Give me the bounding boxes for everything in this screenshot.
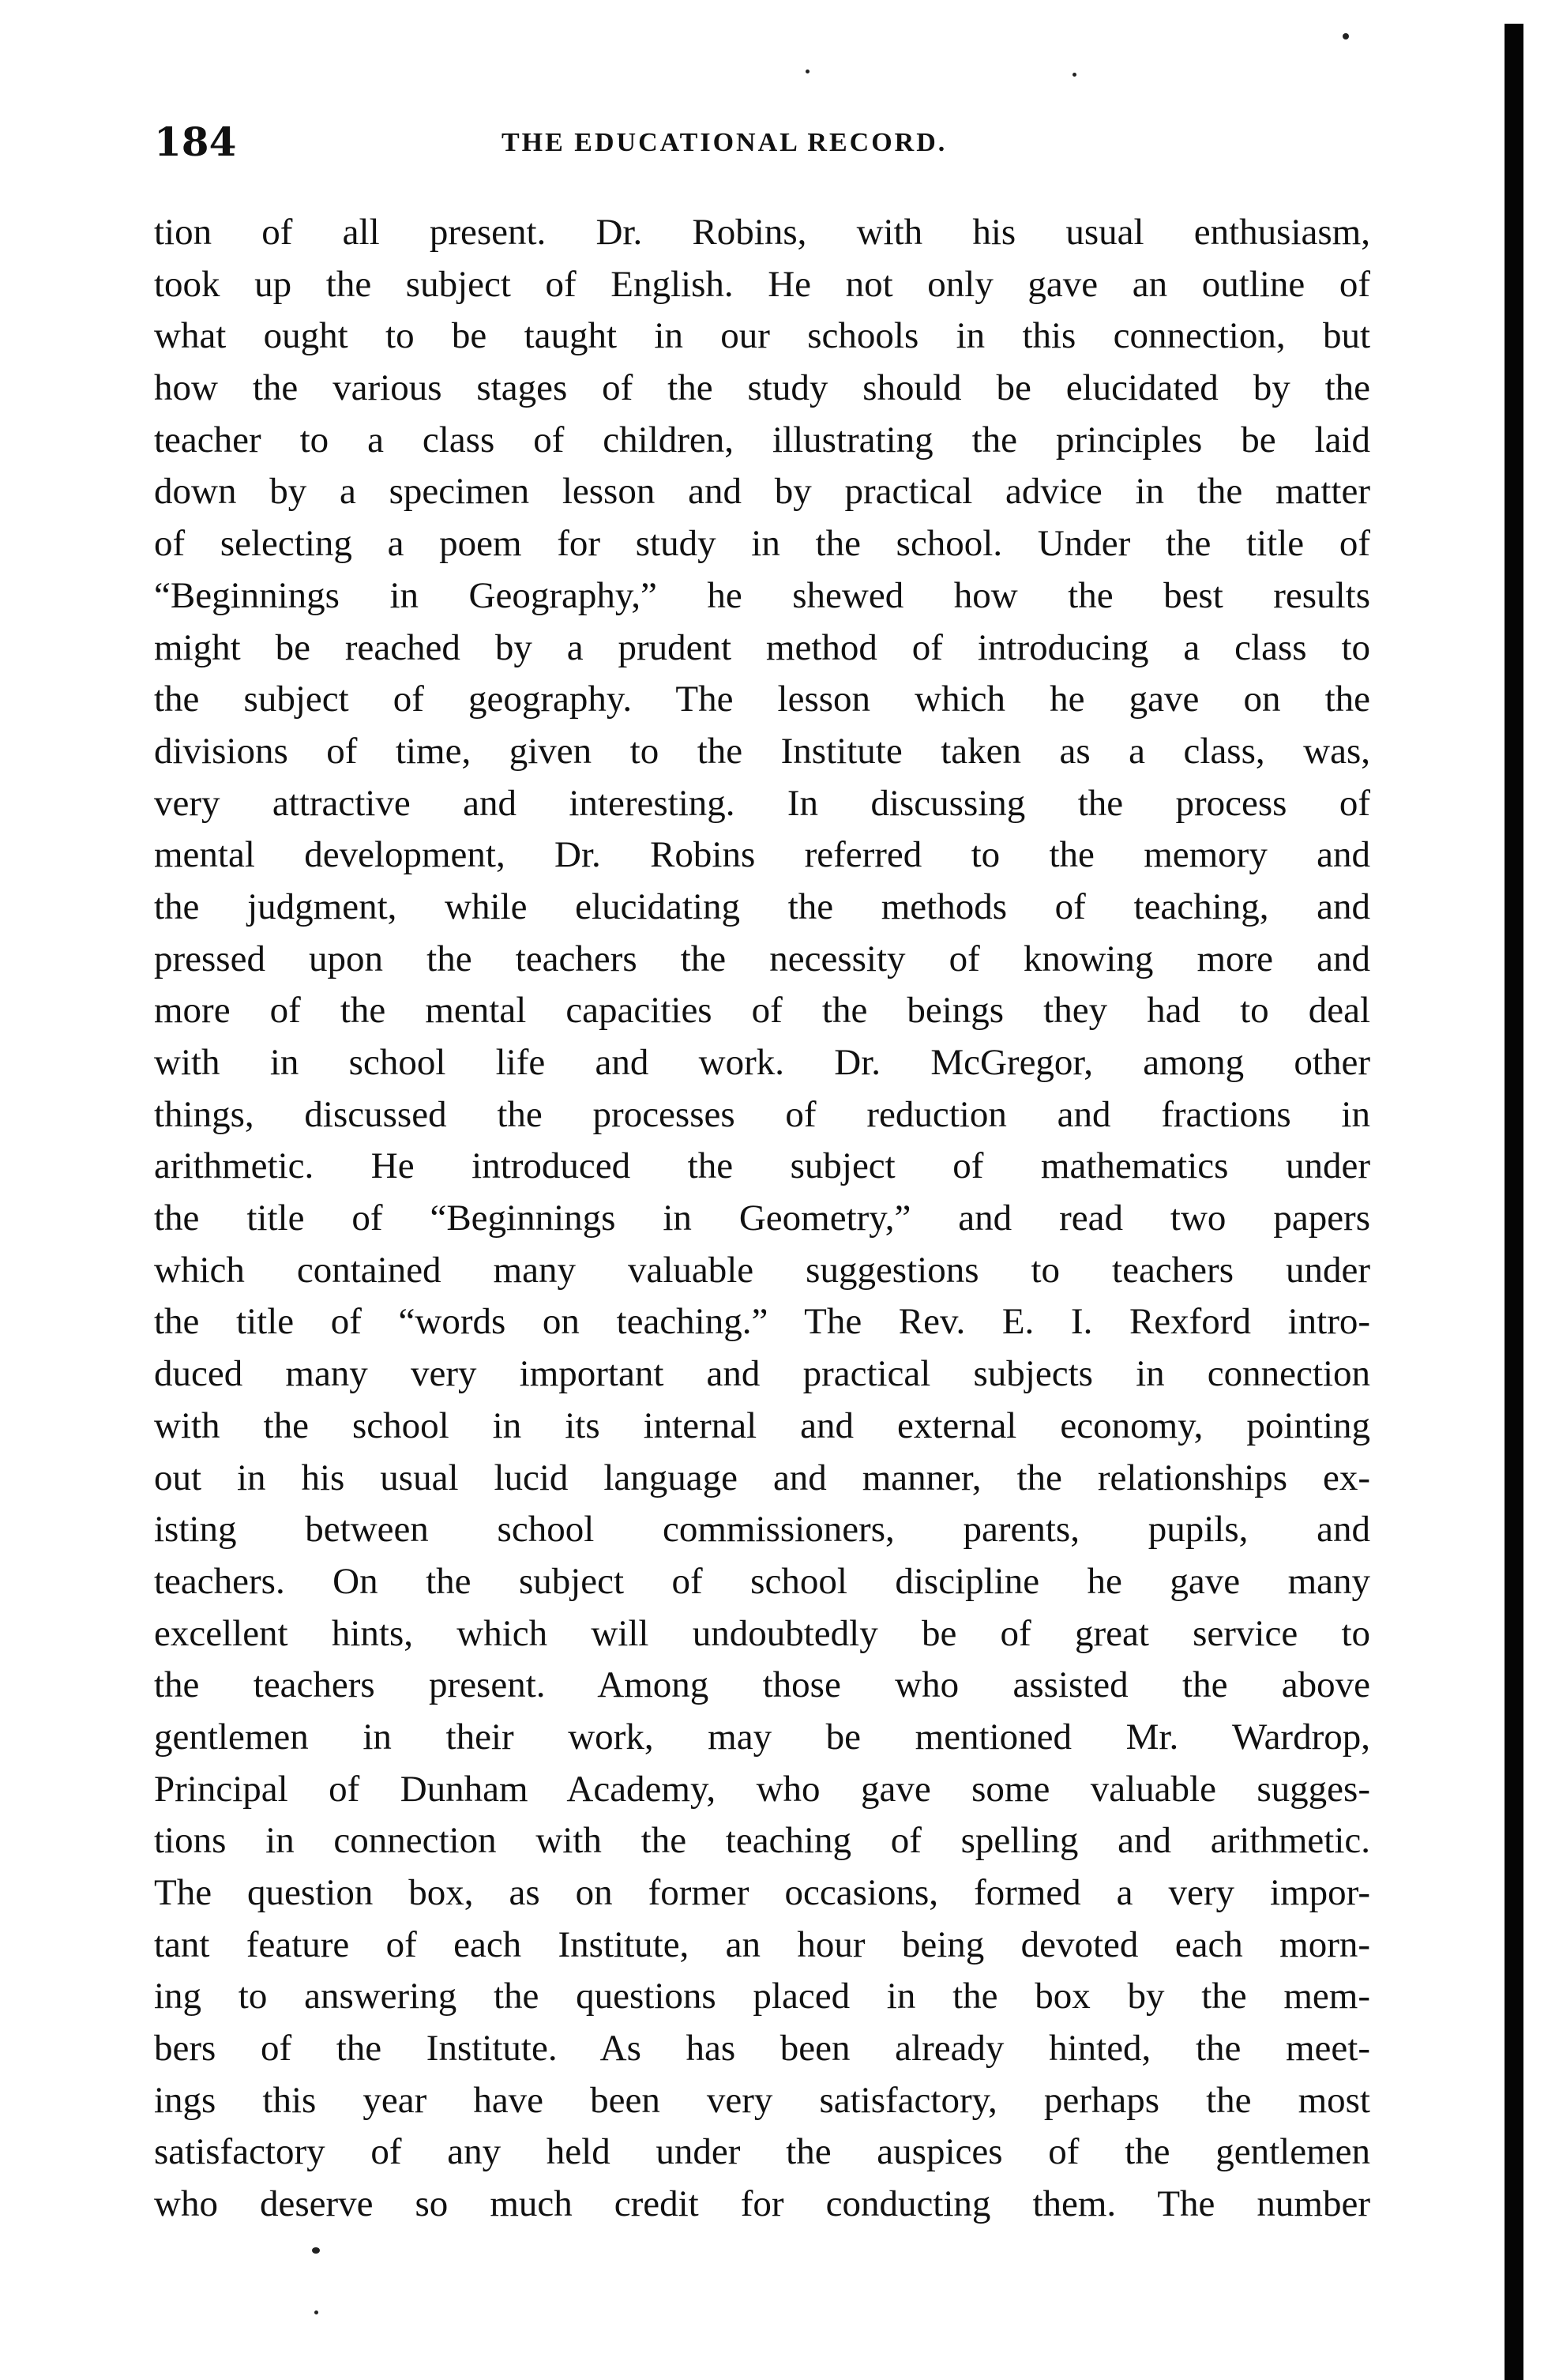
text-line: satisfactory of any held under the auspices of the gentlemen [154, 2131, 1370, 2173]
text-line: with in school life and work. Dr. McGregor, among other [154, 1042, 1370, 1083]
text-line: who deserve so much credit for conducting them. The number [154, 2183, 1370, 2225]
text-line: tion of all present. Dr. Robins, with his usual enthusiasm, [154, 212, 1370, 253]
body-text [154, 207, 1370, 2231]
text-line: of selecting a poem for study in the school. Under the title of [154, 523, 1370, 565]
text-line: Principal of Dunham Academy, who gave some valuable sugges- [154, 1768, 1370, 1810]
running-head: THE EDUCATIONAL RECORD. [502, 128, 948, 157]
text-line: divisions of time, given to the Institute taken as a class, was, [154, 730, 1370, 772]
ink-speck [314, 2310, 318, 2314]
text-line: arithmetic. He introduced the subject of mathematics under [154, 1145, 1370, 1187]
text-line: duced many very important and practical subjects in connection [154, 1353, 1370, 1395]
text-line: how the various stages of the study should be elucidated by the [154, 367, 1370, 409]
text-line: ing to answering the questions placed in the box by the mem- [154, 1976, 1370, 2017]
text-line: out in his usual lucid language and manner, the relationships ex- [154, 1457, 1370, 1498]
ink-speck [1343, 33, 1349, 39]
text-line: bers of the Institute. As has been already hinted, the meet- [154, 2028, 1370, 2070]
text-line: things, discussed the processes of reduction and fractions in [154, 1093, 1370, 1135]
text-line: teacher to a class of children, illustrating the principles be laid [154, 419, 1370, 461]
text-line: teachers. On the subject of school discipline he gave many [154, 1560, 1370, 1602]
text-line: might be reached by a prudent method of introducing a class to [154, 626, 1370, 668]
text-line: the title of “words on teaching.” The Rev. E. I. Rexford intro- [154, 1301, 1370, 1343]
text-line: tant feature of each Institute, an hour being devoted each morn- [154, 1923, 1370, 1965]
text-line: more of the mental capacities of the beings they had to deal [154, 990, 1370, 1032]
ink-speck [1073, 73, 1076, 77]
text-line: pressed upon the teachers the necessity of knowing more and [154, 938, 1370, 979]
text-line: isting between school commissioners, parents, pupils, and [154, 1509, 1370, 1551]
text-line: the teachers present. Among those who assisted the above [154, 1664, 1370, 1706]
text-line: the subject of geography. The lesson which he gave on the [154, 679, 1370, 720]
text-line: mental development, Dr. Robins referred to the memory and [154, 834, 1370, 876]
text-line: the judgment, while elucidating the methods of teaching, and [154, 885, 1370, 927]
page-header [154, 118, 1370, 174]
text-line: which contained many valuable suggestions to teachers under [154, 1249, 1370, 1291]
text-line: tions in connection with the teaching of spelling and arithmetic. [154, 1820, 1370, 1862]
text-line: with the school in its internal and external economy, pointing [154, 1404, 1370, 1446]
text-line: gentlemen in their work, may be mentioned Mr. Wardrop, [154, 1716, 1370, 1758]
text-line: “Beginnings in Geography,” he shewed how the best results [154, 574, 1370, 616]
text-line: excellent hints, which will undoubtedly be of great service to [154, 1612, 1370, 1654]
text-line: ings this year have been very satisfactory, perhaps the most [154, 2079, 1370, 2121]
page-edge-rule [1505, 24, 1523, 2380]
text-line: very attractive and interesting. In discussing the process of [154, 782, 1370, 824]
text-line: what ought to be taught in our schools in this connection, but [154, 315, 1370, 357]
ink-speck [312, 2247, 320, 2254]
text-line: The question box, as on former occasions, formed a very impor- [154, 1872, 1370, 1913]
text-line: the title of “Beginnings in Geometry,” and read two papers [154, 1198, 1370, 1239]
ink-speck [806, 70, 810, 73]
page-number: 184 [154, 118, 237, 165]
text-line: took up the subject of English. He not only gave an outline of [154, 263, 1370, 305]
text-line: down by a specimen lesson and by practical advice in the matter [154, 471, 1370, 513]
